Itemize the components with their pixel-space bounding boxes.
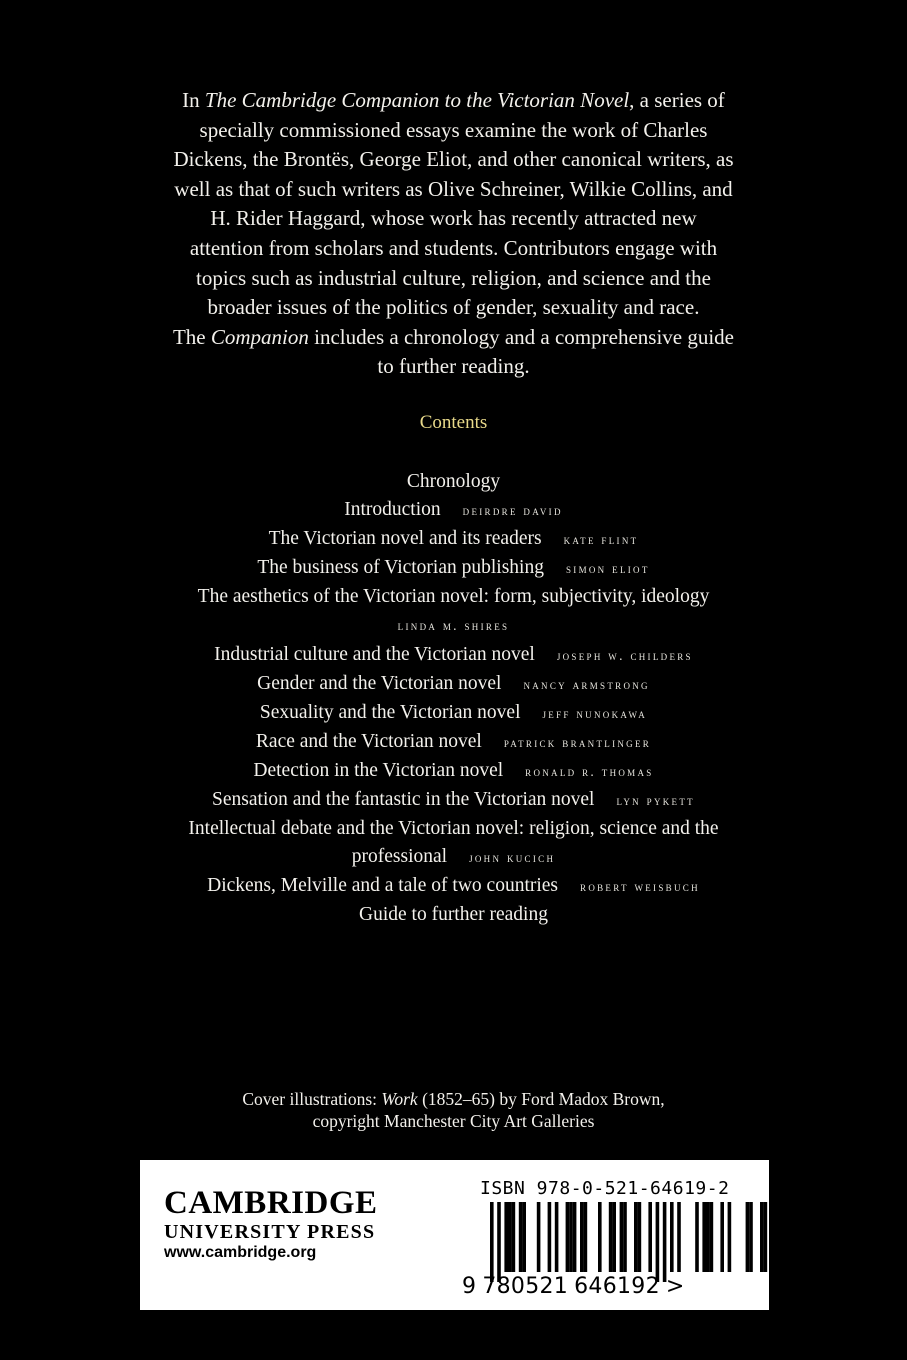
blurb-line: specially commissioned essays examine the work of Charles: [199, 117, 708, 142]
barcode-bar: [677, 1202, 681, 1272]
barcode-bar: [810, 1202, 814, 1272]
toc-author: patrick brantlinger: [503, 734, 652, 750]
toc-title: The Victorian novel and its readers: [268, 528, 542, 550]
barcode-bar: [774, 1202, 778, 1272]
credits-text: (1852–65) by Ford Madox Brown,: [417, 1089, 665, 1109]
blurb-line: [110, 323, 797, 353]
toc-entry: [100, 815, 807, 843]
toc-author: nancy armstrong: [523, 676, 650, 692]
barcode-bar: [648, 1202, 652, 1272]
barcode-bar: [508, 1202, 512, 1272]
toc-author: john kucich: [469, 850, 556, 866]
blurb-line: [110, 86, 797, 116]
toc-title: Guide to further reading: [359, 904, 548, 926]
toc-entry: [100, 583, 807, 611]
barcode-bar: [764, 1202, 768, 1272]
book-title-italic: The Cambridge Companion to the Victorian Novel: [204, 88, 630, 112]
barcode-bar: [720, 1202, 724, 1272]
toc-entry: [100, 670, 807, 699]
toc-author: ronald r. thomas: [525, 763, 654, 779]
publisher-name-line1: CAMBRIDGE: [164, 1185, 378, 1221]
toc-author: simon eliot: [565, 561, 650, 577]
contents-list: [100, 468, 807, 930]
barcode-digits: [462, 1274, 685, 1299]
toc-title: Gender and the Victorian novel: [257, 672, 502, 694]
barcode-bar: [778, 1202, 782, 1272]
blurb-line: to further reading.: [377, 354, 530, 379]
barcode-bar: [807, 1202, 811, 1272]
barcode-bar: [749, 1202, 753, 1272]
toc-author: lyn pykett: [616, 793, 695, 809]
barcode-bar: [821, 1202, 825, 1282]
barcode-bar: [706, 1202, 710, 1272]
toc-title: Introduction: [344, 499, 441, 521]
cover-credits: [0, 1089, 907, 1132]
barcode-bar: [569, 1202, 573, 1272]
toc-title: Race and the Victorian novel: [255, 730, 482, 752]
barcode-bar: [800, 1202, 804, 1272]
toc-author: linda m. shires: [397, 618, 510, 634]
barcode-bar: [584, 1202, 588, 1272]
barcode-bar: [638, 1202, 642, 1272]
toc-title: Industrial culture and the Victorian novel: [214, 643, 535, 665]
companion-italic: Companion: [210, 324, 309, 349]
blurb-text: includes a chronology and a comprehensive guide: [308, 324, 735, 349]
barcode-bar: [573, 1202, 577, 1272]
toc-title: The aesthetics of the Victorian novel: form, subjectivity, ideology: [197, 586, 710, 608]
barcode-digit-first: 9: [462, 1274, 477, 1299]
barcode-bar: [490, 1202, 494, 1282]
barcode-bar: [519, 1202, 523, 1272]
barcode-bar: [537, 1202, 541, 1272]
toc-entry: [100, 611, 807, 640]
barcode-bar: [670, 1202, 674, 1272]
barcode-bar: [555, 1202, 559, 1272]
barcode-bar: [634, 1202, 638, 1272]
barcode-bar: [771, 1202, 775, 1272]
barcode-icon: [476, 1202, 856, 1282]
publisher-name-line2: UNIVERSITY PRESS: [164, 1221, 376, 1243]
credits-line: copyright Manchester City Art Galleries: [312, 1110, 595, 1131]
barcode-bar: [710, 1202, 714, 1272]
barcode-bar: [598, 1202, 602, 1272]
toc-author: joseph w. childers: [556, 647, 693, 663]
barcode-bar: [695, 1202, 699, 1272]
blurb: [110, 86, 797, 382]
barcode-bar: [796, 1202, 800, 1272]
publisher-barcode-panel: [140, 1160, 769, 1310]
contents-heading: Contents: [419, 412, 488, 433]
barcode-bar: [702, 1202, 706, 1272]
barcode-bar: [512, 1202, 516, 1272]
toc-title: professional: [351, 846, 448, 868]
publisher-logo: [164, 1186, 378, 1244]
toc-title: The business of Victorian publishing: [257, 557, 544, 579]
blurb-line: broader issues of the politics of gender, sexuality and race.: [207, 295, 700, 320]
barcode-digit-group: 780521: [482, 1274, 569, 1299]
toc-entry: [100, 496, 807, 525]
barcode-bar: [566, 1202, 570, 1272]
barcode-bar: [620, 1202, 624, 1272]
toc-title: Sensation and the fantastic in the Victorian novel: [212, 789, 595, 811]
barcode-bar: [828, 1202, 832, 1282]
toc-entry: [100, 728, 807, 757]
barcode-bar: [580, 1202, 584, 1272]
toc-entry: [100, 699, 807, 728]
blurb-line: H. Rider Haggard, whose work has recently attracted new: [210, 206, 697, 231]
barcode-bar: [497, 1202, 501, 1282]
barcode-bar: [663, 1202, 667, 1282]
toc-entry: [100, 843, 807, 872]
toc-title: Chronology: [406, 471, 501, 492]
barcode-bar: [785, 1202, 789, 1272]
toc-author: deirdre david: [462, 503, 563, 519]
toc-entry: [100, 641, 807, 670]
toc-author: jeff nunokawa: [542, 705, 648, 721]
toc-entry: [100, 554, 807, 583]
isbn-label: ISBN 978-0-521-64619-2: [480, 1178, 730, 1199]
barcode-bar: [623, 1202, 627, 1272]
toc-entry: [100, 757, 807, 786]
toc-title: Intellectual debate and the Victorian novel: religion, science and the: [188, 818, 719, 840]
barcode-bar: [760, 1202, 764, 1272]
barcode-bar: [656, 1202, 660, 1282]
barcode-bar: [612, 1202, 616, 1272]
barcode-bar: [728, 1202, 732, 1272]
blurb-line: well as that of such writers as Olive Schreiner, Wilkie Collins, and: [174, 176, 733, 201]
barcode-quiet-zone-mark: >: [665, 1274, 685, 1299]
barcode-bar: [504, 1202, 508, 1272]
publisher-website: www.cambridge.org: [164, 1244, 317, 1261]
credits-line: [0, 1089, 907, 1111]
toc-entry: [100, 525, 807, 554]
barcode-bar: [548, 1202, 552, 1272]
blurb-text: In: [182, 88, 205, 112]
barcode-digit-group: 646192: [574, 1274, 660, 1299]
blurb-text: The: [172, 324, 211, 349]
toc-title: Detection in the Victorian novel: [253, 759, 504, 781]
barcode-bar: [609, 1202, 613, 1272]
toc-author: robert weisbuch: [580, 879, 700, 895]
blurb-line: Dickens, the Brontës, George Eliot, and other canonical writers, as: [173, 147, 734, 172]
blurb-line: attention from scholars and students. Contributors engage with: [189, 235, 718, 260]
toc-author: kate flint: [563, 532, 639, 548]
toc-title: Dickens, Melville and a tale of two countries: [207, 875, 559, 897]
credits-text: Cover illustrations:: [242, 1089, 382, 1109]
toc-entry: [100, 872, 807, 901]
artwork-title: Work: [381, 1089, 418, 1109]
barcode-bar: [522, 1202, 526, 1272]
toc-entry: [100, 468, 807, 496]
toc-entry: [100, 901, 807, 929]
barcode-bar: [746, 1202, 750, 1272]
blurb-text: , a series of: [629, 88, 725, 112]
toc-entry: [100, 786, 807, 815]
blurb-line: topics such as industrial culture, religion, and science and the: [196, 265, 711, 290]
toc-title: Sexuality and the Victorian novel: [259, 701, 521, 723]
